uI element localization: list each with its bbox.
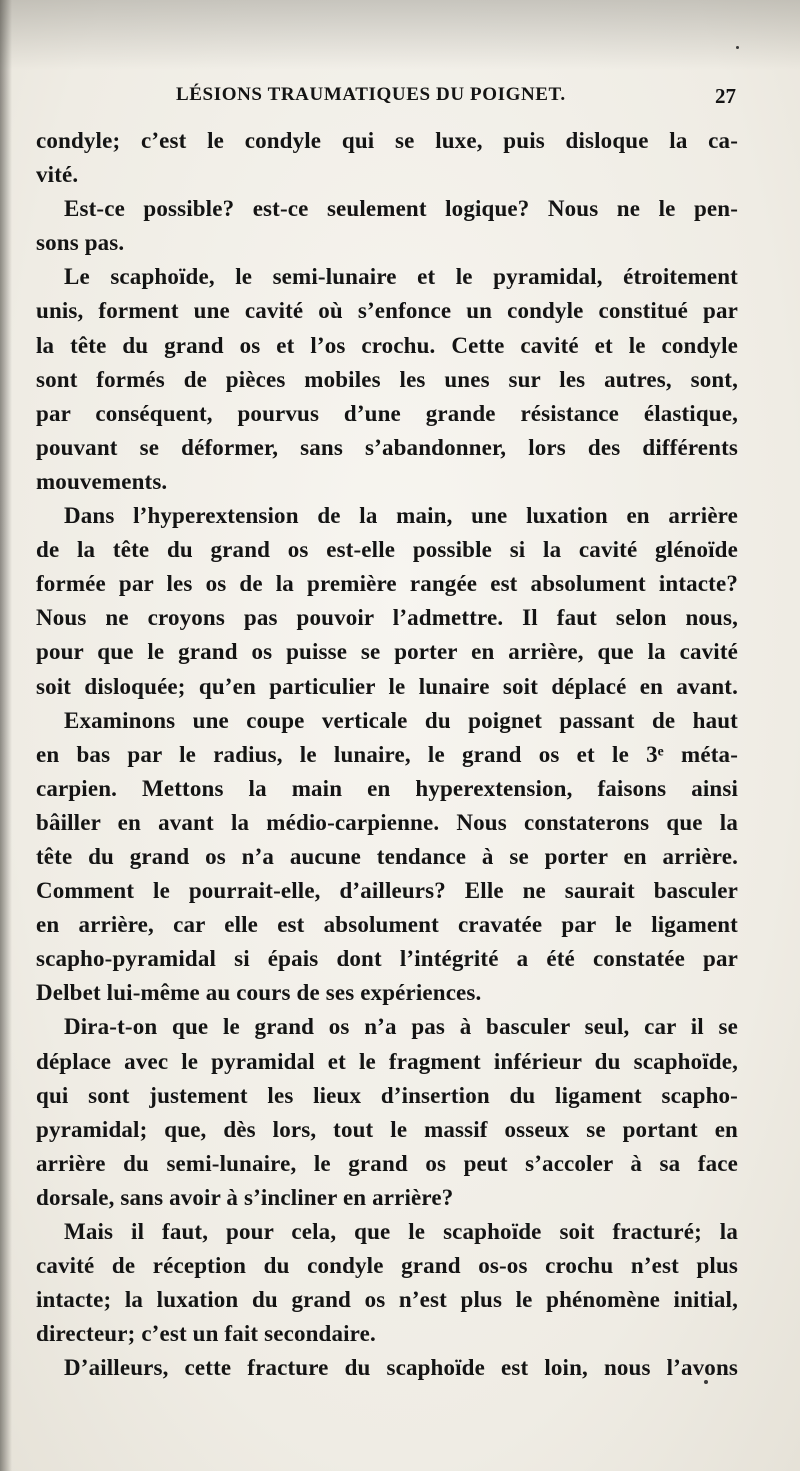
page-number: 27 [715, 84, 736, 108]
scan-left-edge [0, 0, 12, 1471]
text-line: tête du grand os n’a aucune tendance à se porter en arrière. [36, 843, 738, 869]
text-line: en arrière, car elle est absolument cravatée par le ligament [36, 912, 738, 938]
text-line: bâiller en avant la médio-carpienne. Nous constaterons que la [36, 809, 738, 835]
running-header [38, 84, 736, 114]
text-line: par conséquent, pourvus d’une grande résistance élastique, [36, 400, 738, 426]
text-line: en bas par le radius, le lunaire, le grand os et le 3ᵉ méta- [36, 741, 738, 767]
text-line: directeur; c’est un fait secondaire. [36, 1321, 376, 1347]
text-line: dorsale, sans avoir à s’incliner en arrière? [36, 1184, 454, 1210]
text-line: Dans l’hyperextension de la main, une luxation en arrière [64, 503, 738, 529]
text-line: sont formés de pièces mobiles les unes sur les autres, sont, [36, 366, 738, 392]
text-line: condyle; c’est le condyle qui se luxe, puis disloque la ca- [36, 128, 738, 153]
text-line: pouvant se déformer, sans s’abandonner, lors des différents [36, 434, 738, 460]
text-line: Le scaphoïde, le semi-lunaire et le pyramidal, étroitement [64, 264, 738, 290]
text-line: intacte; la luxation du grand os n’est plus le phénomène initial, [36, 1287, 738, 1313]
text-line: qui sont justement les lieux d’insertion du ligament scapho- [36, 1082, 738, 1108]
ink-speck [704, 1380, 708, 1384]
text-line: D’ailleurs, cette fracture du scaphoïde est loin, nous l’avons [64, 1355, 738, 1381]
running-title: LÉSIONS TRAUMATIQUES DU POIGNET. [176, 84, 566, 105]
text-line: cavité de réception du condyle grand os-os crochu n’est plus [36, 1253, 738, 1279]
text-line: soit disloquée; qu’en particulier le lunaire soit déplacé en avant. [36, 673, 738, 699]
text-line: formée par les os de la première rangée est absolument intacte? [36, 571, 738, 597]
text-line: scapho-pyramidal si épais dont l’intégrité a été constatée par [36, 946, 738, 972]
text-line: unis, forment une cavité où s’enfonce un condyle constitué par [36, 298, 738, 324]
text-line: Dira-t-on que le grand os n’a pas à basculer seul, car il se [64, 1014, 738, 1040]
text-line: Comment le pourrait-elle, d’ailleurs? Elle ne saurait basculer [36, 878, 738, 904]
text-line: vité. [36, 162, 79, 188]
text-line: Mais il faut, pour cela, que le scaphoïde soit fracturé; la [64, 1219, 738, 1244]
text-line: arrière du semi-lunaire, le grand os peut s’accoler à sa face [36, 1150, 738, 1176]
text-line: carpien. Mettons la main en hyperextension, faisons ainsi [36, 775, 738, 801]
text-line: mouvements. [36, 468, 168, 494]
text-line: pour que le grand os puisse se porter en arrière, que la cavité [36, 639, 738, 665]
text-line: Nous ne croyons pas pouvoir l’admettre. Il faut selon nous, [36, 605, 738, 631]
text-line: déplace avec le pyramidal et le fragment inférieur du scaphoïde, [36, 1048, 738, 1074]
text-line: pyramidal; que, dès lors, tout le massif osseux se portant en [36, 1116, 738, 1142]
text-line: Examinons une coupe verticale du poignet passant de haut [64, 707, 738, 733]
text-line: la tête du grand os et l’os crochu. Cette cavité et le condyle [36, 332, 738, 358]
text-line: de la tête du grand os est-elle possible si la cavité glénoïde [36, 537, 738, 563]
text-line: Delbet lui-même au cours de ses expériences. [36, 980, 482, 1006]
text-line: Est-ce possible? est-ce seulement logique? Nous ne le pen- [64, 196, 738, 222]
text-line: sons pas. [36, 230, 125, 256]
ink-speck [736, 46, 739, 49]
body-text [36, 124, 738, 1385]
scan-top-shadow [0, 0, 800, 70]
